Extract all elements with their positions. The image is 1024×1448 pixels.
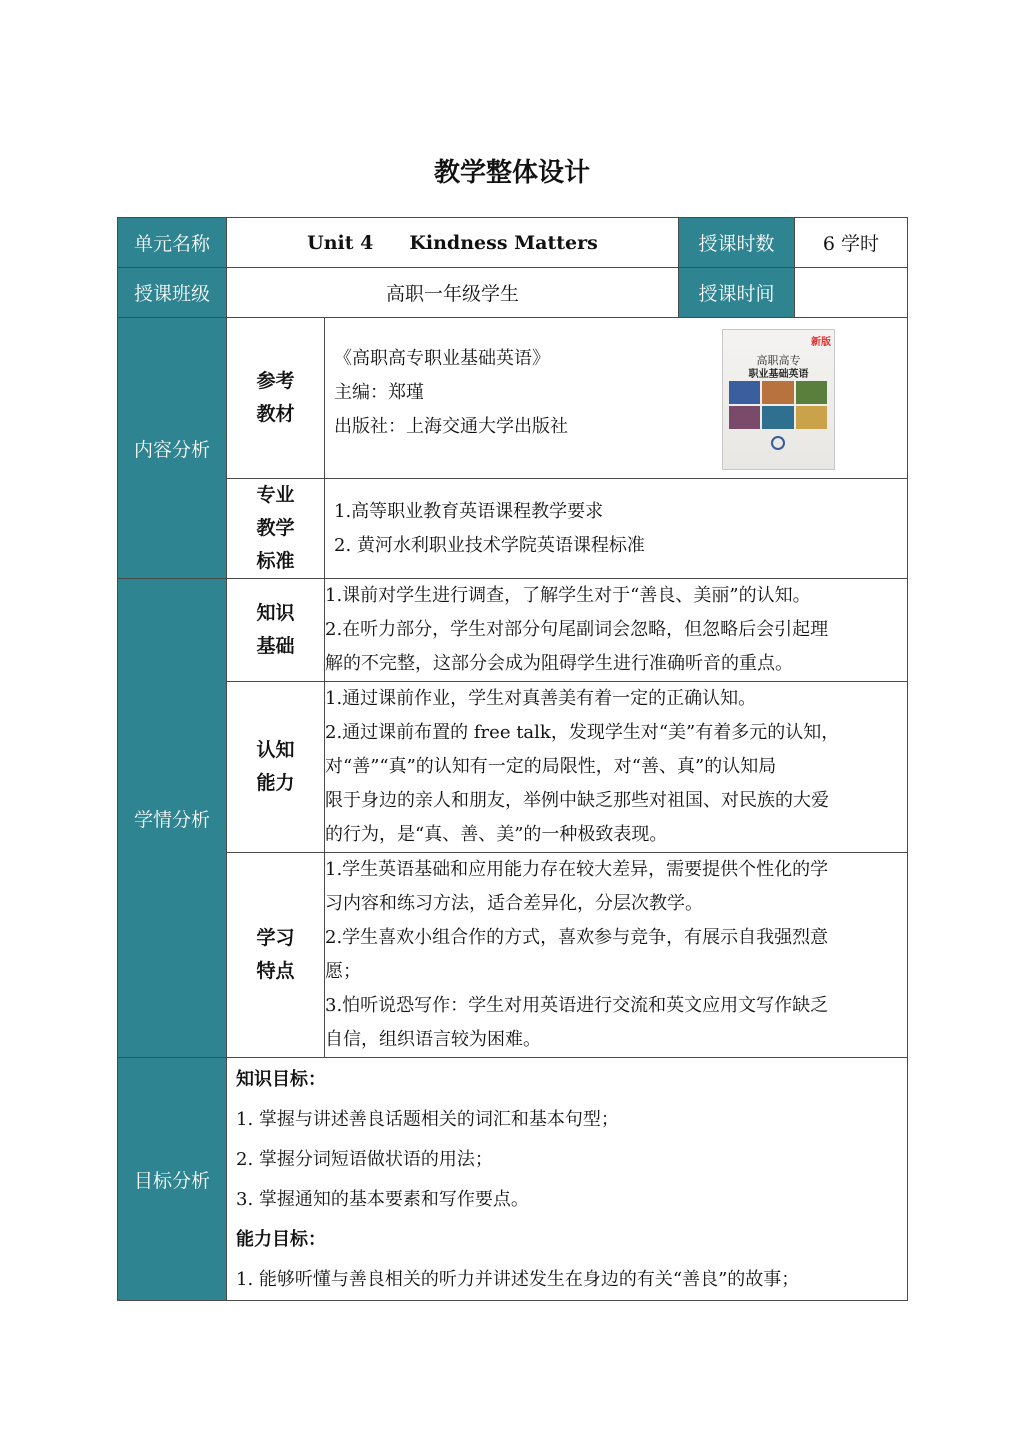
knowledge-goal-item: 1. 掌握与讲述善良话题相关的词汇和基本句型； — [236, 1109, 619, 1130]
learning-cell — [325, 853, 908, 1058]
standards-row — [118, 479, 908, 579]
standards-cell — [325, 479, 908, 579]
goal-analysis-label: 目标分析 — [118, 1058, 227, 1301]
design-table — [117, 217, 908, 1301]
unit-number: Unit 4 — [307, 231, 374, 254]
publisher-logo-icon — [771, 436, 785, 450]
hours-value: 6 学时 — [795, 218, 908, 268]
cognition-cell — [325, 682, 908, 853]
cognition-line: 1.通过课前作业，学生对真善美有着一定的正确认知。 — [325, 688, 757, 709]
unit-row — [118, 218, 908, 268]
knowledge-base-cell — [325, 579, 908, 682]
student-analysis-label: 学情分析 — [118, 579, 227, 1058]
unit-title: Kindness Matters — [409, 231, 598, 254]
knowledge-base-line: 1.课前对学生进行调查，了解学生对于“善良、美丽”的认知。 — [325, 585, 811, 606]
learning-line: 1.学生英语基础和应用能力存在较大差异，需要提供个性化的学 — [325, 859, 829, 880]
cognition-row — [118, 682, 908, 853]
standard-item: 1.高等职业教育英语课程教学要求 — [334, 500, 604, 522]
cognition-line: 对“善”“真”的认知有一定的局限性，对“善、真”的认知局 — [325, 756, 777, 777]
knowledge-base-row — [118, 579, 908, 682]
learning-line: 愿； — [325, 961, 361, 982]
textbook-row — [118, 318, 908, 479]
cognition-line: 2.通过课前布置的 free talk，发现学生对“美”有着多元的认知， — [325, 722, 840, 743]
knowledge-goal-item: 3. 掌握通知的基本要素和写作要点。 — [236, 1189, 529, 1210]
ability-goal-heading: 能力目标： — [236, 1229, 326, 1250]
cognition-line: 限于身边的亲人和朋友，举例中缺乏那些对祖国、对民族的大爱 — [325, 790, 829, 811]
learning-line: 自信，组织语言较为困难。 — [325, 1029, 541, 1050]
goal-row — [118, 1058, 908, 1301]
knowledge-goal-item: 2. 掌握分词短语做状语的用法； — [236, 1149, 493, 1170]
textbook-cell — [325, 318, 908, 479]
class-value: 高职一年级学生 — [227, 268, 679, 318]
textbook-cover-image — [722, 329, 835, 470]
standard-item: 2. 黄河水利职业技术学院英语课程标准 — [334, 534, 645, 556]
textbook-info-line: 出版社：上海交通大学出版社 — [334, 416, 568, 437]
cognition-line: 的行为，是“真、善、美”的一种极致表现。 — [325, 824, 668, 845]
textbook-info — [334, 342, 568, 444]
cover-photos — [729, 381, 827, 429]
learning-line: 3.怕听说恐写作：学生对用英语进行交流和英文应用文写作缺乏 — [325, 995, 829, 1016]
learning-line: 2.学生喜欢小组合作的方式，喜欢参与竞争，有展示自我强烈意 — [325, 927, 829, 948]
learning-line: 习内容和练习方法，适合差异化，分层次教学。 — [325, 893, 703, 914]
knowledge-goal-heading: 知识目标： — [236, 1069, 326, 1090]
textbook-info-line: 《高职高专职业基础英语》 — [334, 348, 550, 369]
knowledge-base-label: 知识 基础 — [227, 579, 325, 682]
textbook-label: 参考 教材 — [227, 318, 325, 479]
goal-cell — [227, 1058, 908, 1301]
knowledge-base-line: 解的不完整，这部分会成为阻碍学生进行准确听音的重点。 — [325, 653, 793, 674]
cover-title-line2: 职业基础英语 — [748, 369, 809, 380]
time-label: 授课时间 — [679, 268, 795, 318]
knowledge-base-line: 2.在听力部分，学生对部分句尾副词会忽略，但忽略后会引起理 — [325, 619, 829, 640]
class-label: 授课班级 — [118, 268, 227, 318]
hours-label: 授课时数 — [679, 218, 795, 268]
unit-name-value — [227, 218, 679, 268]
learning-label: 学习 特点 — [227, 853, 325, 1058]
ability-goal-item: 1. 能够听懂与善良相关的听力并讲述发生在身边的有关“善良”的故事； — [236, 1269, 800, 1290]
page-title: 教学整体设计 — [433, 158, 590, 188]
cover-badge: 新版 — [811, 337, 831, 348]
cognition-label: 认知 能力 — [227, 682, 325, 853]
class-row — [118, 268, 908, 318]
textbook-info-line: 主编：郑瑾 — [334, 382, 424, 403]
content-analysis-label: 内容分析 — [118, 318, 227, 579]
learning-row — [118, 853, 908, 1058]
standards-label: 专业 教学 标准 — [227, 479, 325, 579]
cover-title-line1: 高职高专 — [756, 354, 801, 367]
unit-name-label: 单元名称 — [118, 218, 227, 268]
time-value — [795, 268, 908, 318]
